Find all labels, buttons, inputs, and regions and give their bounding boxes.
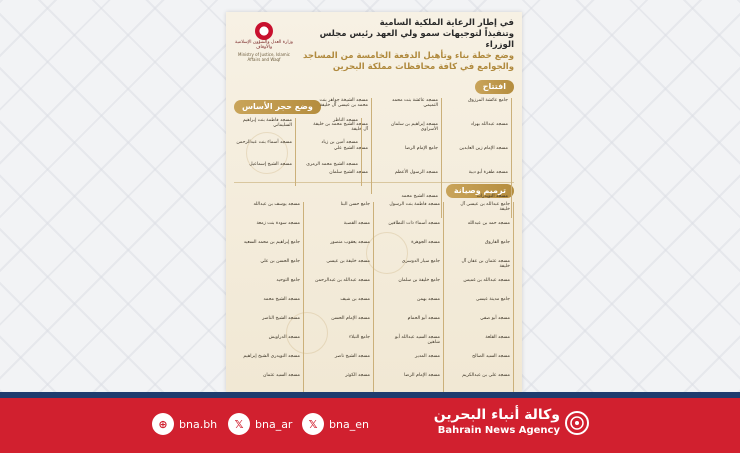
mosque-entry: مسجد عبدالله بن غميس	[452, 278, 514, 302]
mosque-entry: مسجد عبدالله بهزاد	[450, 122, 512, 146]
agency-name-ar: وكالة أنباء البحرين	[433, 407, 560, 423]
social-link-x-en[interactable]	[302, 412, 369, 436]
social-label: bna_ar	[255, 417, 293, 431]
mosque-entry: جامع عبدالله بن عيسى آل خليفة	[452, 202, 514, 226]
mosque-entry: مسجد الإمام زين العابدين	[450, 146, 512, 170]
mosque-entry: مسجد الرسول الأعظم	[380, 170, 442, 194]
section-restoration-title: ترميم وصيانة	[446, 184, 514, 198]
x-icon: 𝕏	[228, 413, 250, 435]
headline-line-4: والجوامع في كافة محافظات مملكة البحرين	[332, 62, 514, 72]
headline-line-3: وضع خطة بناء وتأهيل الدفعة الخامسة من المساجد	[302, 51, 514, 61]
mosque-entry: مسجد بهمن	[382, 297, 444, 321]
mosque-entry: جامع حسن البنا	[312, 202, 374, 226]
x-icon: 𝕏	[302, 413, 324, 435]
mosque-entry: جامع إبراهيم بن محمد السعيد	[242, 240, 304, 264]
social-link-website[interactable]	[152, 412, 217, 436]
mosque-entry: جامع الحسن بن علي	[242, 259, 304, 283]
mosque-entry: مسجد الشيخ محمد	[380, 194, 442, 218]
mosque-entry: مسجد يعقوب منصور	[312, 240, 374, 264]
mosque-entry: مسجد الناظر	[300, 118, 362, 142]
social-link-x-ar[interactable]	[228, 412, 292, 436]
bna-logo-icon	[564, 408, 590, 438]
mosque-entry: مسجد على بن عبدالكريم	[452, 373, 514, 392]
mosque-entry: جامع التوحيد	[242, 278, 304, 302]
mosque-entry: مسجد أمين بن زياد	[300, 140, 362, 164]
mosque-entry: مسجد بن شيف	[312, 297, 374, 321]
poster-header	[232, 18, 516, 82]
mosque-entry: جامع الفاروق	[452, 240, 514, 264]
agency-brand	[434, 406, 560, 438]
mosque-entry: جامع سيار الدوسري	[382, 259, 444, 283]
mosque-entry: مسجد الدراويش	[242, 335, 304, 359]
mosque-entry: جامع مدينة عيسى	[452, 297, 514, 321]
social-label: bna.bh	[179, 417, 218, 431]
mosque-entry: مسجد السيد عثمان	[242, 373, 304, 392]
bahrain-emblem-icon	[255, 22, 273, 40]
mosque-entry: مسجد فاطمة بنت إبراهيم السليماني	[234, 118, 296, 142]
mosque-entry: مسجد النويدرات	[450, 194, 512, 218]
mosque-entry: مسجد الشيخ إسماعيل	[234, 162, 296, 186]
mosque-entry: مسجد أسماء بنت عبدالرحمن	[234, 140, 296, 164]
mosque-entry: مسجد الشيخ ناصر	[312, 354, 374, 378]
mosque-entry: مسجد الشيخ محمد	[242, 297, 304, 321]
mosque-entry: جامع عائشة المرزوق	[450, 98, 512, 122]
mosque-entry: جامع الإمام الرضا	[380, 146, 442, 170]
mosque-entry: مسجد الكوثر	[312, 373, 374, 392]
mosque-entry: مسجد الشيخ علي	[310, 146, 372, 170]
mosque-entry: مسجد فاطمة بنت الرسول	[382, 202, 444, 226]
infographic-poster	[226, 12, 522, 392]
mosque-entry: مسجد أبو صفي	[452, 316, 514, 340]
ministry-logo	[234, 22, 294, 76]
mosque-entry: مسجد الجوهرة	[382, 240, 444, 264]
mosque-entry: مسجد الشيخ سلمان	[310, 170, 372, 194]
headline	[294, 18, 514, 73]
mosque-entry: جامع خليفة بن سلمان	[382, 278, 444, 302]
ministry-name-ar: وزارة العدل والشؤون الإسلامية والأوقاف	[235, 40, 293, 50]
mosque-entry: مسجد السيد عبدالله أبو شاهين	[382, 335, 444, 359]
mosque-entry: مسجد سودة بنت زمعة	[242, 221, 304, 245]
globe-icon: ⊕	[152, 413, 174, 435]
mosque-entry: مسجد عثمان بن عفان آل خليفة	[452, 259, 514, 283]
mosque-entry: مسجد طفرة أبو ديبة	[450, 170, 512, 194]
social-label: bna_en	[329, 417, 369, 431]
mosque-entry: مسجد إبراهيم بن سلمان الأسراوي	[380, 122, 442, 146]
mosque-entry: مسجد يوسف بن عبدالله	[242, 202, 304, 226]
mosque-entry: مسجد الشيخ محمد بن خليفة آل خليفة	[310, 122, 372, 146]
mosque-entry: مسجد القصبة	[312, 221, 374, 245]
agency-name-en: Bahrain News Agency	[437, 425, 560, 436]
mosque-entry: مسجد النويدري الشيخ إبراهيم	[242, 354, 304, 378]
mosque-entry: مسجد أبو الحمام	[382, 316, 444, 340]
mosque-entry: مسجد أسماء ذات النطاقين	[382, 221, 444, 245]
mosque-entry: مسجد الشيخ الناصر	[242, 316, 304, 340]
mosque-entry: مسجد المدير	[382, 354, 444, 378]
mosque-entry: مسجد عائشة بنت محمد التميمي	[380, 98, 442, 122]
mosque-entry: مسجد السيد الصالح	[452, 354, 514, 378]
mosque-entry: مسجد القلعة	[452, 335, 514, 359]
mosque-entry: مسجد الإمام الحسن	[312, 316, 374, 340]
headline-line-2: وتنفيذاً لتوجيهات سمو ولي العهد رئيس مجلس الوزراء	[319, 29, 514, 50]
headline-line-1: في إطار الرعاية الملكية السامية	[379, 18, 514, 28]
section-opening-title: افتتاح	[475, 80, 514, 94]
mosque-entry: مسجد حمد بن عبدالله	[452, 221, 514, 245]
mosque-entry: مسجد عبدالله بن عبدالرحمن	[312, 278, 374, 302]
mosque-entry: مسجد الإمام الرضا	[382, 373, 444, 392]
mosque-entry: مسجد الشيخة جواهر بنت محمد بن عيسى آل خليفة	[310, 98, 372, 122]
section-foundation-title: وضع حجر الأساس	[234, 100, 321, 114]
mosque-entry: مسجد الشيخ محمد الزمري	[300, 162, 362, 186]
mosque-entry: مسجد خليفة بن عيسى	[312, 259, 374, 283]
ministry-name-en: Ministry of Justice, Islamic Affairs and Waqf	[238, 52, 290, 62]
footer	[0, 398, 740, 453]
mosque-entry: جامع النبلاء	[312, 335, 374, 359]
